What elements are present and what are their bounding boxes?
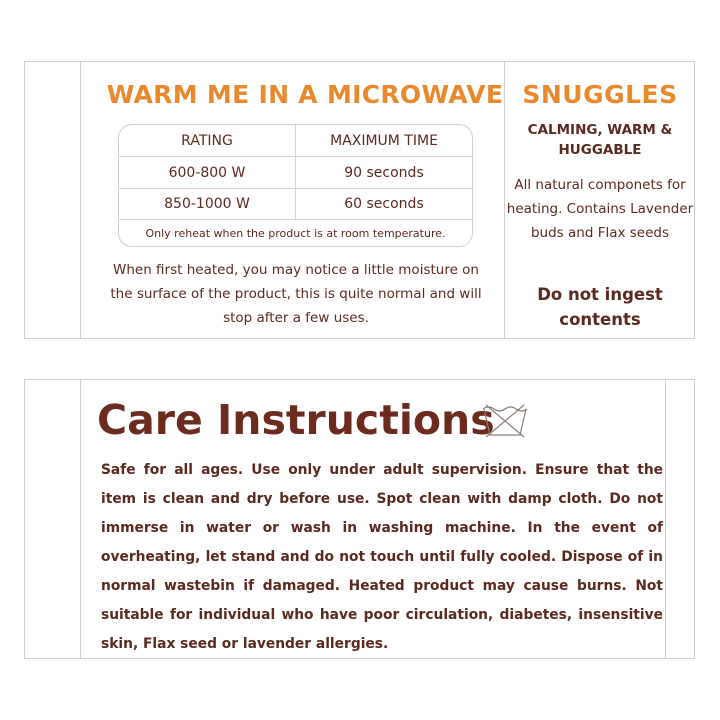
- header-max-time: MAXIMUM TIME: [330, 132, 438, 149]
- ingest-warning: Do not ingest contents: [537, 285, 663, 329]
- left-margin-line: [80, 380, 81, 658]
- do-not-wash-icon: [480, 402, 530, 440]
- moisture-note: When first heated, you may notice a little moisture on the surface of the product, this is quite normal and will stop after a few uses.: [110, 262, 482, 326]
- table-header-row: [119, 125, 472, 156]
- heating-table: [118, 124, 473, 247]
- reheat-note: Only reheat when the product is at room temperature.: [145, 226, 446, 240]
- right-margin-line: [665, 380, 666, 658]
- components-text: All natural componets for heating. Contains Lavender buds and Flax seeds: [506, 177, 694, 241]
- brand-name: SNUGGLES: [522, 80, 678, 109]
- microwave-label: [24, 61, 695, 339]
- table-row: [119, 188, 472, 219]
- care-label: [24, 379, 695, 659]
- time-cell: 90 seconds: [344, 164, 424, 181]
- product-tagline: CALMING, WARM & HUGGABLE: [527, 122, 673, 158]
- microwave-title: WARM ME IN A MICROWAVE: [106, 80, 504, 109]
- care-instructions-text: Safe for all ages. Use only under adult supervision. Ensure that the item is clean and dry before use. Spot clean with damp cloth. Do not immerse in water or wash in washing machine. In the event of overheating, let stand and do not touch until fully cooled. Dispose of in normal wastebin if damaged. Heated product may cause burns. Not suitable for individual who have poor circulation, diabetes, insensitive skin, Flax seed or lavender allergies.: [101, 462, 663, 652]
- time-cell: 60 seconds: [344, 195, 424, 212]
- table-row: [119, 157, 472, 188]
- rating-cell: 850-1000 W: [119, 188, 296, 219]
- care-title: Care Instructions: [97, 396, 495, 444]
- header-rating: RATING: [119, 125, 296, 156]
- left-margin-line: [80, 62, 81, 338]
- rating-cell: 600-800 W: [119, 157, 296, 188]
